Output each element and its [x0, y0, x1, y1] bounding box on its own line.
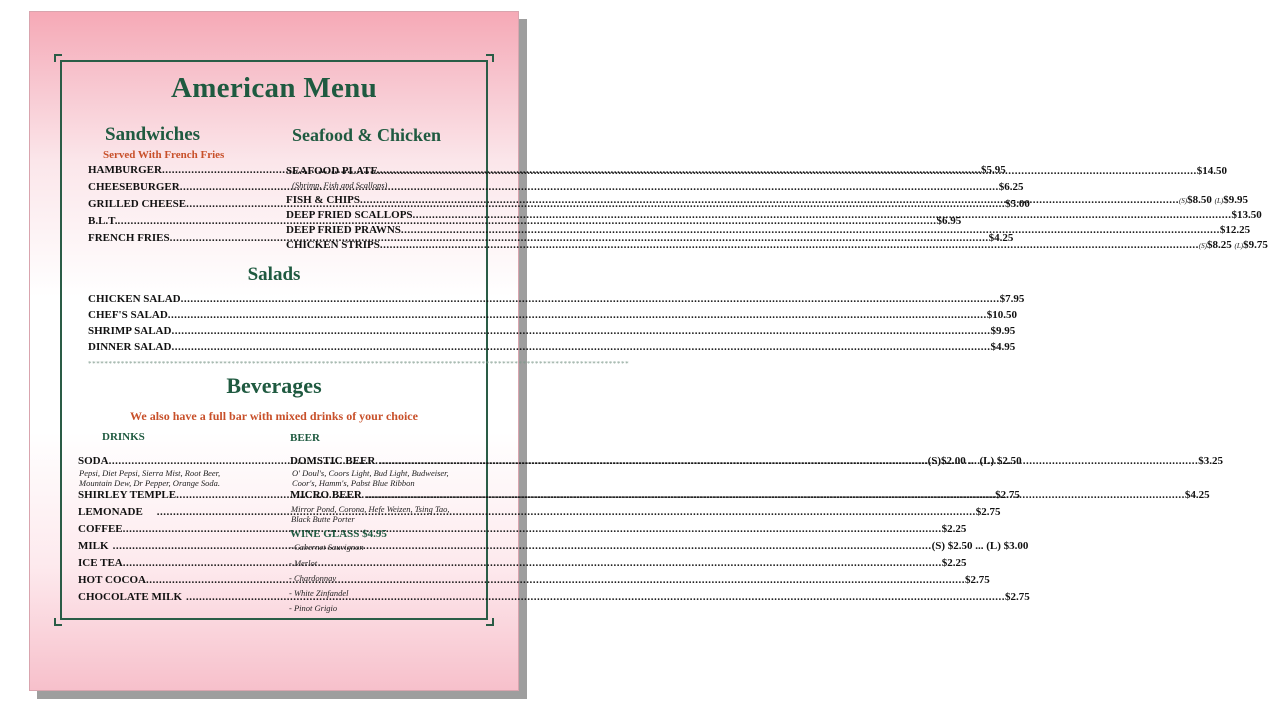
- item-name: DEEP FRIED SCALLOPS: [286, 209, 413, 221]
- beer-label: BEER: [290, 432, 320, 444]
- item-price: $7.95: [999, 293, 1025, 305]
- menu-item: [88, 232, 1014, 244]
- menu-title: American Menu: [170, 72, 378, 104]
- item-description: O' Doul's, Coors Light, Bud Light, Budweiser,: [292, 468, 449, 478]
- menu-item: [88, 293, 1025, 305]
- item-name: LEMONADE: [78, 506, 143, 518]
- menu-item: [286, 239, 1268, 251]
- item-price: $6.25: [998, 181, 1024, 193]
- salads-heading: Salads: [247, 264, 301, 285]
- item-name: SODA: [78, 455, 109, 467]
- item-name: SHRIMP SALAD: [88, 325, 172, 337]
- sandwiches-heading: Sandwiches: [105, 124, 201, 145]
- item-price-options: (S)$8.50 (L)$9.95: [1178, 194, 1248, 206]
- item-name: COFFEE: [78, 523, 123, 535]
- item-name: SHIRLEY TEMPLE: [78, 489, 177, 501]
- item-description: (Shrimp, Fish and Scallops): [292, 180, 388, 190]
- item-price-options: (S)$8.25 (L)$9.75: [1198, 239, 1268, 251]
- item-price: $5.00: [1005, 198, 1030, 210]
- item-price: $5.95: [980, 164, 1006, 176]
- menu-item: [88, 325, 1016, 337]
- item-description: Coor's, Hamm's, Pabst Blue Ribbon: [292, 478, 415, 488]
- item-price: $4.25: [1184, 489, 1210, 501]
- menu-item: [88, 309, 1018, 321]
- item-price: $2.75: [1005, 591, 1030, 603]
- item-price: $2.25: [941, 557, 967, 569]
- sandwiches-subheading: Served With French Fries: [103, 149, 225, 161]
- item-name: SEAFOOD PLATE: [286, 165, 378, 177]
- wine-label: WINE GLASS $4.95: [290, 528, 387, 540]
- menu-item: [286, 224, 1251, 236]
- item-price: $12.25: [1219, 224, 1251, 236]
- item-price: $4.25: [988, 232, 1014, 244]
- item-price: $6.95: [936, 215, 962, 227]
- item-price: $2.75: [964, 574, 990, 586]
- wine-item: - Cabernet Sauvignon: [289, 542, 364, 552]
- item-name: MILK: [78, 540, 109, 552]
- item-description: Pepsi, Diet Pepsi, Sierra Mist, Root Beer,: [79, 468, 221, 478]
- item-name: FRENCH FRIES: [88, 232, 170, 244]
- item-price: $2.75: [975, 506, 1001, 518]
- item-name: CHICKEN SALAD: [88, 293, 181, 305]
- item-price-options: (S) $2.50 ... (L) $3.00: [931, 540, 1029, 552]
- item-name: FISH & CHIPS: [286, 194, 360, 206]
- menu-item: [88, 341, 1016, 353]
- item-price: $9.95: [990, 325, 1016, 337]
- beverages-heading: Beverages: [226, 373, 322, 398]
- wine-item: - White Zinfandel: [289, 588, 349, 598]
- item-name: CHICKEN STRIPS: [286, 239, 380, 251]
- item-name: GRILLED CHEESE: [88, 198, 187, 210]
- frame-corner-ornament: [486, 54, 494, 62]
- menu-page: [29, 11, 1268, 691]
- item-price: $10.50: [986, 309, 1018, 321]
- item-name: B.L.T.: [88, 215, 118, 227]
- full-bar-note: We also have a full bar with mixed drinks of your choice: [130, 409, 418, 423]
- item-name: DINNER SALAD: [88, 341, 172, 353]
- item-name: ICE TEA: [78, 557, 123, 569]
- item-name: HAMBURGER: [88, 164, 162, 176]
- item-name: CHOCOLATE MILK: [78, 591, 183, 603]
- wine-item: - Merlot: [289, 558, 318, 568]
- item-price-options: (S)$2.00 ... (L) $2.50: [927, 455, 1022, 467]
- frame-corner-ornament: [54, 618, 62, 626]
- item-description: Mirror Pond, Corona, Hefe Weizen, Tsing Tao,: [291, 504, 450, 514]
- item-name: DEEP FRIED PRAWNS: [286, 224, 401, 236]
- item-name: CHEF'S SALAD: [88, 309, 168, 321]
- seafood-heading: Seafood & Chicken: [292, 125, 442, 145]
- item-name: DOMSTIC BEER: [290, 455, 376, 467]
- wine-item: - Chardonnay: [289, 573, 337, 583]
- drinks-label: DRINKS: [102, 431, 145, 443]
- item-description: Mountain Dew, Dr Pepper, Orange Soda.: [79, 478, 221, 488]
- frame-corner-ornament: [486, 618, 494, 626]
- item-price: $3.25: [1198, 455, 1224, 467]
- section-divider: ************************************************************************************************************************************: [88, 360, 630, 368]
- frame-corner-ornament: [54, 54, 62, 62]
- item-price: $2.25: [941, 523, 967, 535]
- wine-item: - Pinot Grigio: [289, 603, 338, 613]
- item-price: $13.50: [1231, 209, 1262, 221]
- item-description: Black Butte Porter: [291, 514, 355, 524]
- item-price: $2.75: [995, 489, 1020, 501]
- item-name: HOT COCOA: [78, 574, 146, 586]
- item-price: $14.50: [1196, 165, 1228, 177]
- item-name: CHEESEBURGER: [88, 181, 180, 193]
- item-name: MICRO BEER: [290, 489, 362, 501]
- item-price: $4.95: [990, 341, 1016, 353]
